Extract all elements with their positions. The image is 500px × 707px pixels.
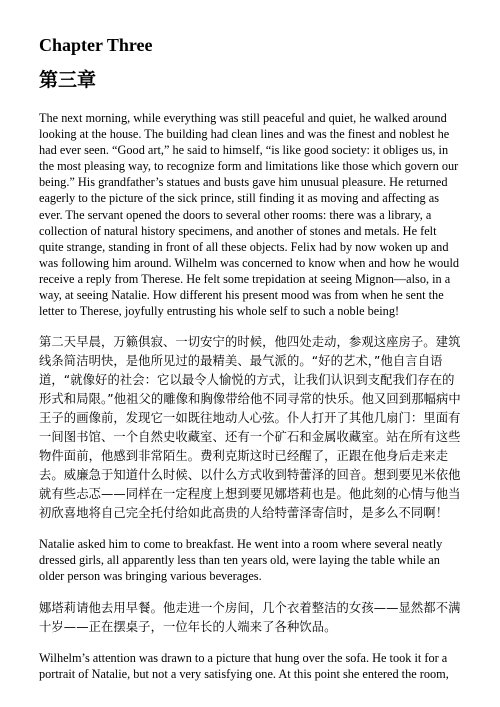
paragraph-chinese-2: 娜塔莉请他去用早餐。他走进一个房间，几个衣着整洁的女孩——显然都不满十岁——正在摆桌子，一位年长的人端来了各种饮品。 [39, 600, 461, 634]
paragraph-chinese-1: 第二天早晨，万籁俱寂、一切安宁的时候，他四处走动，参观这座房子。建筑线条简洁明快，是他所见过的最精美、最气派的。“好的艺术，”他自言自语道，“就像好的社会：它以最令人愉悦的方式，让我们认识到支配我们存在的形式和局限。”他祖父的雕像和胸像带给他不同寻常的快乐。他又回到那幅病中王子的画像前，发现它一如既往地动人心弦。仆人打开了其他几扇门：里面有一间图书馆、一个自然史收藏室、还有一个矿石和金属收藏室。站在所有这些物件面前，他感到非常陌生。费利克斯这时已经醒了，正跟在他身后走来走去。威廉急于知道什么时候、以什么方式收到特蕾泽的回音。想到要见米依他就有些忐忑——同样在一定程度上想到要见娜塔莉也是。他此刻的心情与他当初欣喜地将自己完全托付给如此高贵的人给特蕾泽寄信时，是多么不同啊！ [39, 335, 461, 521]
paragraph-english-2: Natalie asked him to come to breakfast. He went into a room where several neatly dressed girls, all apparently less than ten years old, were laying the table while an older person was bringing various beverages. [39, 537, 443, 584]
paragraph-english-1: The next morning, while everything was still peaceful and quiet, he walked around looking at the house. The building had clean lines and was the finest and noblest he had ever seen. “Good art,” he said to himself, “is like good society: it obliges us, in the most pleasing way, to recognize form and limitations like those which govern our being.” His grandfather’s statues and busts gave him unusual pleasure. He returned eagerly to the picture of the sick prince, still finding it as moving and affecting as ever. The servant opened the doors to several other rooms: there was a library, a collection of natural history specimens, and another of stones and metals. He felt quite strange, standing in front of all these objects. Felix had by now woken up and was following him around. Wilhelm was concerned to know when and how he would receive a reply from Therese. He felt some trepidation at seeing Mignon—also, in a way, at seeing Natalie. How different his present mood was from when he sent the letter to Therese, joyfully entrusting his whole self to such a noble being! [39, 111, 460, 319]
paragraph-english-3: Wilhelm’s attention was drawn to a picture that hung over the sofa. He took it for a portrait of Natalie, but not a very satisfying one. At this point she entered the room, [39, 650, 449, 681]
document-page [39, 34, 462, 696]
chapter-title-chinese: 第三章 [39, 69, 97, 91]
chapter-title-english: Chapter Three [39, 35, 153, 55]
